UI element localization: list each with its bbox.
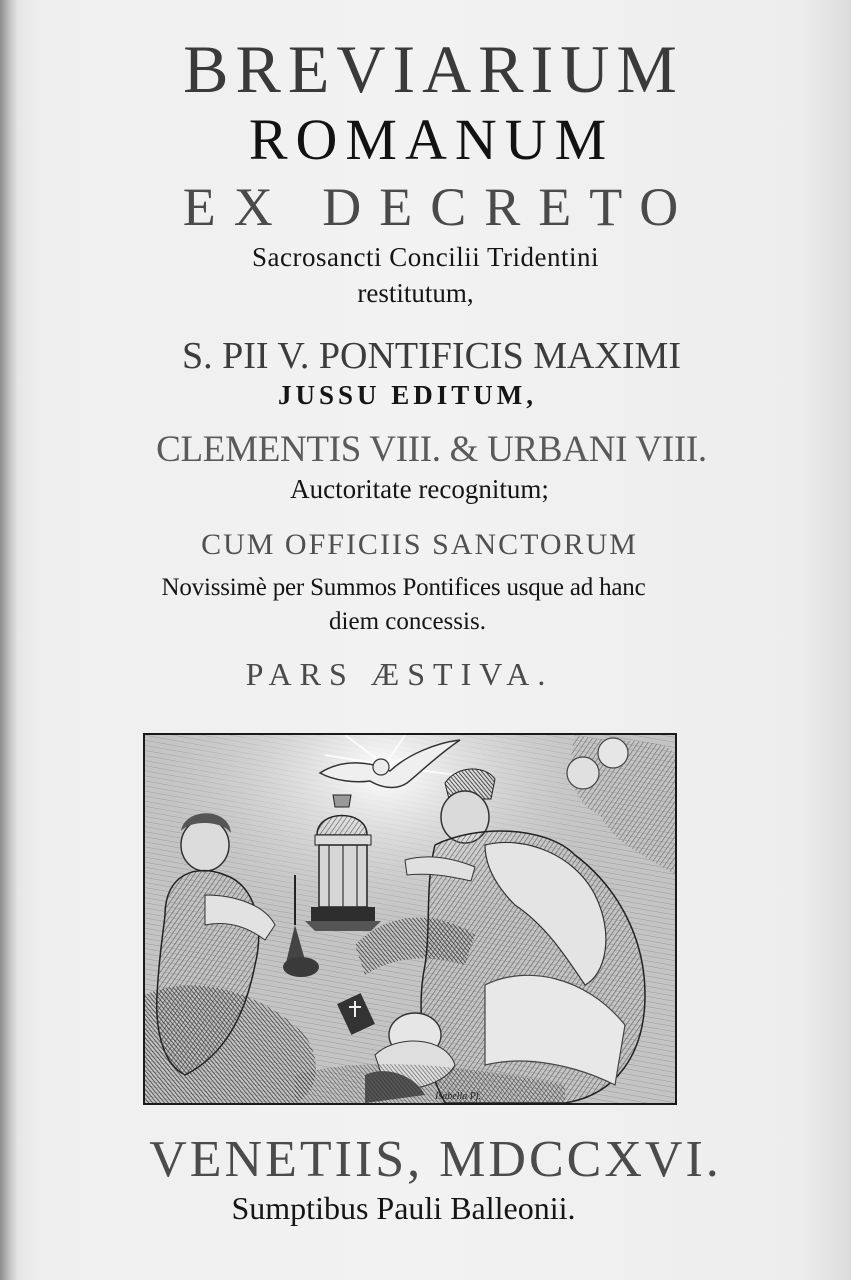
title-line-breviarium: BREVIARIUM: [183, 31, 684, 107]
engraving-illustration: [143, 733, 677, 1105]
title-line-concilii: Sacrosancti Concilii Tridentini: [252, 242, 599, 272]
title-line-pars-aestiva: PARS ÆSTIVA.: [245, 656, 554, 692]
title-line-jussu-editum: JUSSU EDITUM,: [277, 380, 538, 410]
title-line-officiis: CUM OFFICIIS SANCTORUM: [201, 528, 638, 561]
imprint-publisher: Sumptibus Pauli Balleonii.: [231, 1190, 576, 1226]
engraver-signature: Isabella Pf.: [435, 1091, 482, 1102]
title-line-romanum: ROMANUM: [248, 107, 615, 172]
title-line-clementis: CLEMENTIS VIII. & URBANI VIII.: [156, 429, 707, 470]
imprint-place-date: VENETIIS, MDCCXVI.: [149, 1131, 722, 1188]
title-line-pii-v: S. PII V. PONTIFICIS MAXIMI: [181, 335, 681, 377]
title-line-auctoritate: Auctoritate recognitum;: [290, 474, 549, 504]
engraving-art: [145, 735, 675, 1103]
title-line-ex-decreto: EX DECRETO: [182, 177, 697, 237]
title-line-restitutum: restitutum,: [357, 278, 474, 308]
title-line-novissime: Novissimè per Summos Pontifices usque ad hanc: [161, 574, 646, 601]
title-line-concessis: diem concessis.: [329, 608, 486, 635]
